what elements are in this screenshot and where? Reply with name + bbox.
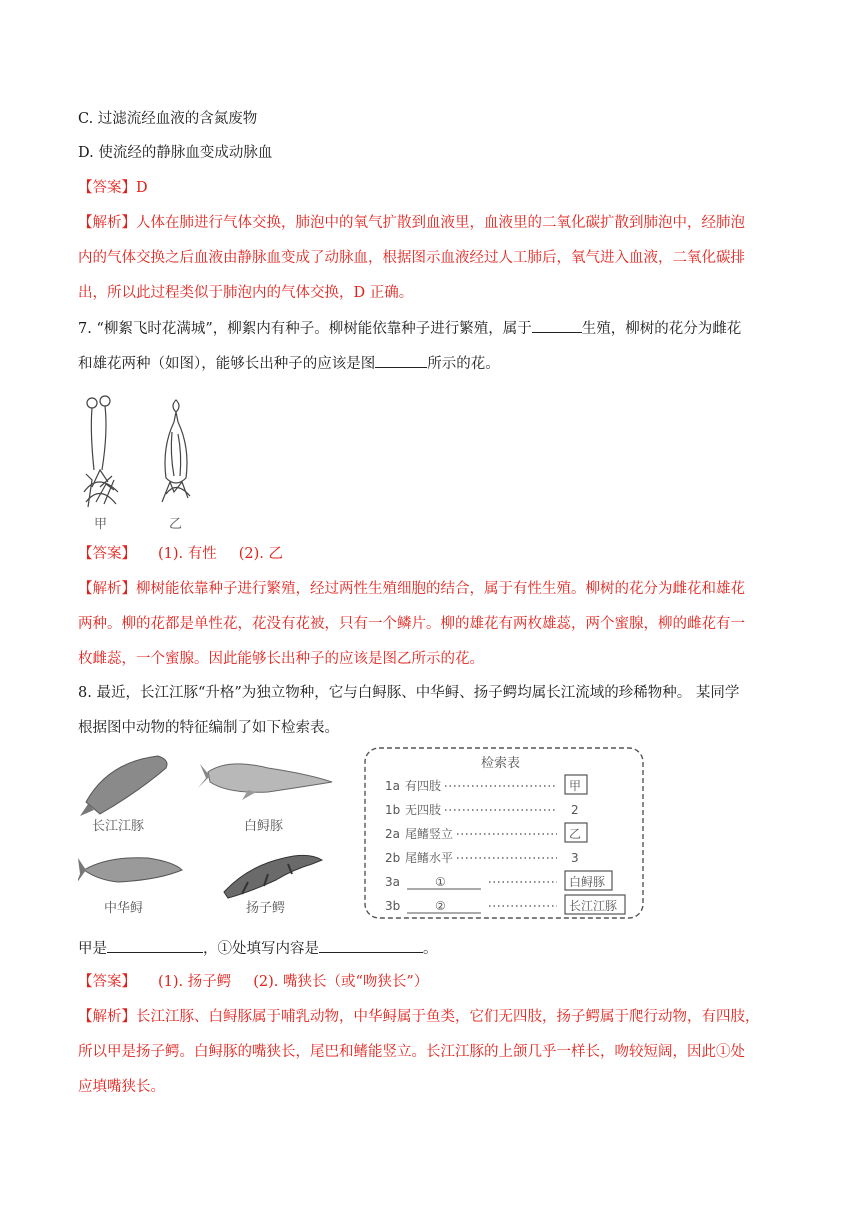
animal-label-alligator: 扬子鳄 [246,901,286,916]
figure-label-jia: 甲 [94,517,108,532]
key-row-text: 尾鳍竖立 [405,827,454,841]
q7-analysis-line-3: 枚雌蕊，一个蜜腺。因此能够长出种子的应该是图乙所示的花。 [78,651,484,667]
q7-stem-line-1: 7. “柳絮飞时花满城”，柳絮内有种子。柳树能依靠种子进行繁殖，属于 生殖，柳树的花分为雌花 [78,318,741,339]
q8-answer: 【答案】 (1). 扬子鳄 (2). 嘴狭长（或“吻狭长”） [78,974,429,990]
analysis-tag: 【解析】 [78,581,136,597]
q7-stem-line-2: 和雄花两种（如图），能够长出种子的应该是图 所示的花。 [78,353,500,374]
q7-answer: 【答案】 (1). 有性 (2). 乙 [78,546,284,562]
q6-analysis-line-1: 【解析】人体在肺进行气体交换，肺泡中的氧气扩散到血液里，血液里的二氧化碳扩散到肺泡中，经肺泡 [78,215,745,231]
q8-analysis-line-2: 所以甲是扬子鳄。白鲟豚的嘴狭长，尾巴和鳍能竖立。长江江豚的上颌几乎一样长，吻较短阔，因此①处 [78,1044,745,1060]
key-row-code: 1a [385,779,400,793]
key-row-result: 2 [571,803,579,817]
key-row-code: 2a [385,827,400,841]
key-row-result: 甲 [569,779,582,793]
key-row-code: 2b [385,851,401,865]
key-row-code: 3b [385,899,401,913]
q8-stem-line-2: 根据图中动物的特征编制了如下检索表。 [78,720,339,736]
animal-label-baiji: 白鲟豚 [244,819,284,834]
answer-blank [375,353,427,368]
key-row-result: 3 [571,851,579,865]
answer-blank [107,938,203,953]
figure-label-yi: 乙 [169,517,183,532]
analysis-tag: 【解析】 [78,1009,136,1025]
willow-flowers-figure [78,392,208,537]
answer-value: D [136,180,148,196]
animal-label-sturgeon: 中华鲟 [104,901,144,916]
alligator-drawing [224,855,322,898]
answer-tag: 【答案】 [78,974,136,990]
q8-analysis-line-1: 【解析】长江江豚、白鲟豚属于哺乳动物，中华鲟属于鱼类，它们无四肢，扬子鳄属于爬行动物，有四肢， [78,1009,760,1025]
q8-stem-line-1: 8. 最近，长江江豚“升格”为独立物种，它与白鲟豚、中华鲟、扬子鳄均属长江流域的珍稀物种。 某同学 [78,685,740,701]
key-row-result: 长江江豚 [569,899,618,913]
porpoise-drawing [80,756,167,816]
answer-tag: 【答案】 [78,180,136,196]
sturgeon-drawing [78,858,182,884]
key-row-text: ② [435,899,446,913]
key-row-result: 白鲟豚 [569,875,606,889]
q7-analysis-line-2: 两种。柳的花都是单性花，花没有花被，只有一个鳞片。柳的雄花有两枚雄蕊，两个蜜腺，柳的雌花有一 [78,616,745,632]
answer-blank [532,318,582,333]
key-title: 检索表 [481,756,521,771]
analysis-tag: 【解析】 [78,215,136,231]
answer-tag: 【答案】 [78,546,136,562]
answer-blank [319,938,423,953]
q6-answer [78,178,148,198]
q8-analysis-line-3: 应填嘴狭长。 [78,1079,165,1095]
q6-analysis-line-2: 内的气体交换之后血液由静脉血变成了动脉血，根据图示血液经过人工肺后，氧气进入血液，二氧化碳排 [78,250,745,266]
animal-label-porpoise: 长江江豚 [92,819,145,834]
key-row-text: 有四肢 [405,779,442,793]
dichotomous-key-table [363,746,647,922]
key-row-text: 尾鳍水平 [405,851,454,865]
key-row-text: 无四肢 [405,803,442,817]
key-row-result: 乙 [569,827,582,841]
q8-fill-question: 甲是 ，①处填写内容是 。 [78,938,438,959]
key-row-code: 3a [385,875,400,889]
baiji-drawing [198,764,332,800]
option-c: C. 过滤流经血液的含氮废物 [78,111,258,127]
key-row-text: ① [435,875,446,889]
female-flower-drawing [162,400,190,502]
q7-analysis-line-1: 【解析】柳树能依靠种子进行繁殖，经过两性生殖细胞的结合，属于有性生殖。柳树的花分为雌花和雄花 [78,581,745,597]
male-flower-drawing [84,396,118,507]
animals-figure [78,752,348,922]
q6-analysis-line-3: 出，所以此过程类似于肺泡内的气体交换，D 正确。 [78,285,414,301]
option-d: D. 使流经的静脉血变成动脉血 [78,145,273,161]
key-row-code: 1b [385,803,401,817]
